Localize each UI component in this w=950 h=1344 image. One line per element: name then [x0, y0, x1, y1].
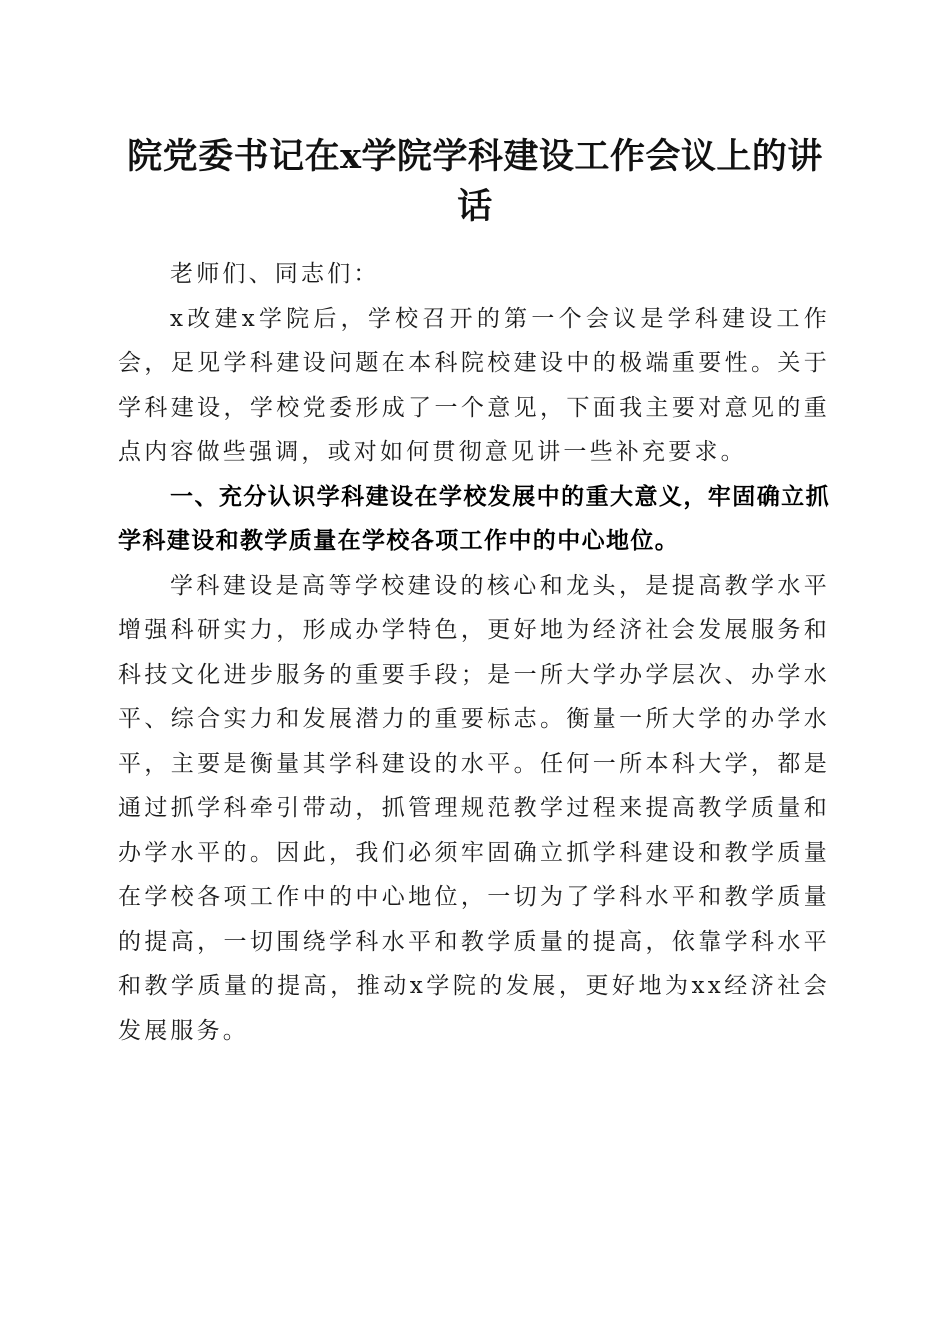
- section-heading: 一、充分认识学科建设在学校发展中的重大意义，牢固确立抓学科建设和教学质量在学校各项工作中的中心地位。: [118, 483, 830, 554]
- section-body-paragraph: 学科建设是高等学校建设的核心和龙头，是提高教学水平增强科研实力，形成办学特色，更好地为经济社会发展服务和科技文化进步服务的重要手段；是一所大学办学层次、办学水平、综合实力和发展潜力的重要标志。衡量一所大学的办学水平，主要是衡量其学科建设的水平。任何一所本科大学，都是通过抓学科牵引带动，抓管理规范教学过程来提高教学质量和办学水平的。因此，我们必须牢固确立抓学科建设和教学质量在学校各项工作中的中心地位，一切为了学科水平和教学质量的提高，一切围绕学科水平和教学质量的提高，依靠学科水平和教学质量的提高，推动x学院的发展，更好地为xx经济社会发展服务。: [118, 572, 830, 1044]
- intro-paragraph: x改建x学院后，学校召开的第一个会议是学科建设工作会，足见学科建设问题在本科院校建设中的极端重要性。关于学科建设，学校党委形成了一个意见，下面我主要对意见的重点内容做些强调，或对如何贯彻意见讲一些补充要求。: [118, 305, 830, 465]
- document-body: [118, 252, 830, 1053]
- document-title: 院党委书记在x学院学科建设工作会议上的讲话: [127, 136, 823, 227]
- greeting-line: 老师们、同志们：: [170, 261, 380, 287]
